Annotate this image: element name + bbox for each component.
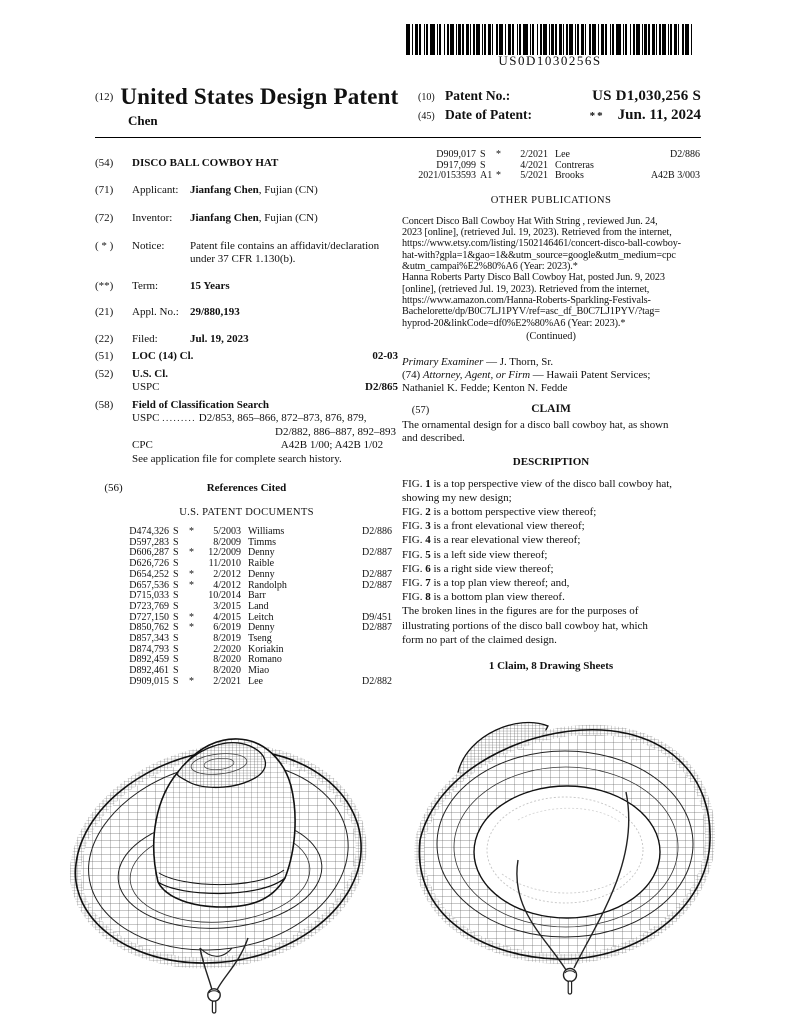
- ref-name: Lee: [555, 149, 570, 160]
- patent-number-row: [418, 87, 701, 106]
- fig-text: The broken lines in the figures are for the purposes of: [402, 605, 639, 618]
- field-us-cl: [95, 368, 398, 382]
- ref-kind: S: [173, 590, 179, 602]
- ref-name: Raible: [248, 558, 275, 570]
- invention-title: DISCO BALL COWBOY HAT: [132, 157, 279, 169]
- us-cl-label: U.S. Cl.: [132, 367, 169, 380]
- description-line: [402, 519, 700, 533]
- ref-class: D2/887: [362, 547, 392, 559]
- fig-text: is a right side view thereof;: [430, 562, 554, 575]
- ref-date: 4/2021: [520, 159, 548, 171]
- ref-star: *: [496, 149, 501, 160]
- field-classification-search: [95, 399, 398, 413]
- fig-number: 8: [425, 591, 431, 604]
- field-label: Appl. No.:: [132, 306, 179, 318]
- ref-kind: S: [173, 558, 179, 570]
- ref-class: D2/882: [362, 675, 392, 687]
- loc-label: LOC (14) Cl.: [132, 350, 194, 362]
- ref-number: D727,150: [129, 611, 169, 623]
- description-line: [402, 633, 700, 647]
- field-num: (**): [95, 279, 114, 292]
- applicant-rest: , Fujian (CN): [258, 183, 318, 196]
- ref-number: D892,461: [129, 665, 169, 677]
- ref-number: D597,283: [129, 536, 169, 548]
- ref-number: 2021/0153593: [418, 170, 476, 182]
- barcode-bars: [406, 24, 694, 55]
- publication-line: Hanna Roberts Party Disco Ball Cowboy Hat, posted Jun. 9, 2023: [402, 272, 665, 284]
- ref-date: 12/2009: [208, 547, 241, 559]
- claim-line1: The ornamental design for a disco ball cowboy hat, as shown: [402, 418, 669, 431]
- ref-name: Land: [248, 600, 269, 612]
- ref-class: D2/886: [670, 149, 700, 160]
- ref-kind: S: [173, 536, 179, 548]
- ref-date: 2/2021: [520, 149, 548, 160]
- patent-date-value: Jun. 11, 2024: [617, 107, 701, 123]
- other-publications-text: [402, 216, 700, 329]
- fig-number: 5: [425, 548, 431, 561]
- fig-text: is a rear elevational view thereof;: [430, 534, 581, 547]
- header-left: [95, 84, 399, 129]
- inventor-surname: Chen: [128, 113, 158, 128]
- field-num: (56): [104, 482, 123, 494]
- ref-star: *: [189, 568, 194, 580]
- field-appl-no: [95, 306, 398, 320]
- description-line: [402, 619, 700, 633]
- ref-name: Denny: [248, 568, 275, 580]
- publication-line: [online], (retrieved Jul. 19, 2023). Retrieved from the internet,: [402, 283, 650, 295]
- application-number: 29/880,193: [190, 306, 240, 318]
- ref-kind: S: [173, 526, 179, 537]
- fig-text: form no part of the claimed design.: [402, 633, 557, 646]
- reference-row: [402, 171, 700, 182]
- focs-uspc-line1: [132, 412, 398, 426]
- ref-kind: S: [173, 568, 179, 580]
- field-label: Term:: [132, 279, 159, 292]
- field-label: Notice:: [132, 239, 165, 252]
- claim-text: [402, 419, 700, 445]
- cpc-value: A42B 1/00; A42B 1/02: [280, 439, 384, 451]
- left-column: [95, 150, 398, 688]
- field-num: (54): [95, 157, 114, 169]
- notice-line1: Patent file contains an affidavit/declaration: [190, 239, 380, 252]
- claims-summary: 1 Claim, 8 Drawing Sheets: [488, 660, 614, 672]
- ref-name: Koriakin: [248, 643, 284, 655]
- attorney-names: Nathaniel K. Fedde; Kenton N. Fedde: [402, 381, 568, 394]
- focs-uspc-line2: [95, 426, 398, 440]
- inventor-rest: , Fujian (CN): [258, 212, 318, 224]
- attorney-num: (74): [402, 368, 421, 381]
- ref-number: D626,726: [129, 558, 169, 570]
- description-line: [402, 533, 700, 547]
- fig-text: is a top plan view thereof; and,: [430, 576, 570, 589]
- description-line: [402, 477, 700, 491]
- publication-line: hat-with?gpla=1&gao=1&&utm_source=google&utm_medium=cpc: [402, 249, 676, 261]
- header-rule: [95, 137, 701, 138]
- kind-code: (12): [95, 91, 114, 103]
- publication-line: hyprod-20&linkCode=df0%E2%80%A6 (Year: 2023).*: [402, 317, 626, 329]
- publication-line: 2023 [online], (retrieved Jul. 19, 2023). Retrieved from the internet,: [402, 226, 672, 238]
- document-title: United States Design Patent: [120, 84, 399, 109]
- fig-text: is a left side view thereof;: [430, 548, 548, 561]
- right-column: [402, 146, 700, 673]
- ref-date: 4/2012: [213, 579, 241, 591]
- field-num: (72): [95, 212, 114, 224]
- focs-uspc-label: USPC: [132, 412, 160, 424]
- field-num: (57): [411, 405, 430, 417]
- ref-number: D892,459: [129, 654, 169, 666]
- field-label: Inventor:: [132, 212, 173, 224]
- ref-date: 2/2021: [213, 675, 241, 687]
- ref-number: D657,536: [129, 579, 169, 591]
- ref-date: 2/2020: [213, 643, 241, 655]
- drawing-sheet: [56, 672, 740, 1020]
- fig-text: showing my new design;: [402, 491, 512, 504]
- ref-number: D909,015: [129, 675, 169, 687]
- field-applicant: [95, 184, 398, 198]
- field-num: (51): [95, 350, 114, 362]
- cpc-label: CPC: [132, 439, 153, 451]
- description-line: [402, 548, 700, 562]
- ref-number: D857,343: [129, 633, 169, 645]
- focs-uspc-values2: D2/882, 886–887, 892–893: [275, 425, 396, 438]
- references-table-right: [402, 150, 700, 182]
- claim-title: CLAIM: [531, 403, 571, 416]
- barcode: [402, 24, 698, 67]
- fig-text: is a front elevational view thereof;: [430, 520, 585, 533]
- uspc-value: D2/865: [365, 381, 398, 393]
- field-label: Applicant:: [132, 183, 179, 196]
- ref-name: Romano: [248, 654, 282, 666]
- field-num: (58): [95, 398, 114, 411]
- examiner-block: [402, 356, 700, 396]
- ref-date: 5/2003: [213, 526, 241, 537]
- fig-prefix: FIG.: [402, 477, 426, 490]
- primary-examiner-label: Primary Examiner: [402, 355, 484, 368]
- cpc-row: [132, 439, 398, 453]
- hat-bottom-perspective-figure: [406, 672, 740, 1016]
- hat-top-perspective-figure: [56, 672, 390, 1016]
- description-title: DESCRIPTION: [512, 456, 590, 469]
- description-line: [402, 505, 700, 519]
- claim-heading: [402, 404, 700, 416]
- fig-number: 2: [425, 505, 431, 518]
- applicant-name: Jianfang Chen: [190, 183, 259, 196]
- fig-prefix: FIG.: [402, 548, 426, 561]
- fig-prefix: FIG.: [402, 562, 426, 575]
- ref-kind: S: [480, 149, 486, 160]
- ref-date: 10/2014: [208, 590, 241, 602]
- ref-date: 5/2021: [520, 170, 548, 182]
- primary-examiner-name: — J. Thorn, Sr.: [483, 355, 554, 368]
- ref-name: Brooks: [555, 170, 584, 182]
- ref-date: 8/2009: [213, 536, 241, 548]
- ref-kind: A1: [480, 170, 493, 182]
- ref-star: *: [189, 611, 194, 623]
- dot-leader: .........: [162, 413, 197, 423]
- ref-class: D2/887: [362, 622, 392, 634]
- description-line: [402, 590, 700, 604]
- patent-number-code: (10): [418, 92, 435, 103]
- ref-name: Tseng: [248, 633, 272, 645]
- filed-date: Jul. 19, 2023: [190, 332, 249, 345]
- search-history-note: See application file for complete search history.: [132, 452, 342, 465]
- fig-number: 7: [425, 576, 431, 589]
- fig-text: is a bottom plan view thereof.: [430, 591, 565, 604]
- references-cited-title: References Cited: [206, 482, 287, 494]
- patent-number-value: US D1,030,256 S: [592, 88, 701, 104]
- fig-text: illustrating portions of the disco ball cowboy hat, which: [402, 619, 648, 632]
- ref-star: *: [189, 526, 194, 537]
- field-num: (22): [95, 332, 114, 345]
- field-inventor: [95, 212, 398, 226]
- ref-name: Denny: [248, 547, 275, 559]
- ref-date: 11/2010: [208, 558, 241, 570]
- ref-kind: S: [173, 622, 179, 634]
- patent-date-code: (45): [418, 111, 435, 122]
- ref-date: 6/2019: [213, 622, 241, 634]
- field-notice: [95, 240, 398, 267]
- publication-line: Concert Disco Ball Cowboy Hat With String , reviewed Jun. 24,: [402, 215, 658, 227]
- other-publications-title: OTHER PUBLICATIONS: [490, 195, 612, 207]
- patent-header: [95, 84, 701, 129]
- continued-note: (Continued): [526, 331, 576, 343]
- notice-line2: under 37 CFR 1.130(b).: [190, 253, 296, 265]
- description-text: [402, 477, 700, 647]
- patent-date-label: Date of Patent:: [445, 107, 532, 122]
- ref-class: A42B 3/003: [650, 170, 700, 182]
- fig-text: is a bottom perspective view thereof;: [430, 505, 597, 518]
- ref-date: 4/2015: [213, 611, 241, 623]
- ref-name: Leitch: [248, 611, 274, 623]
- ref-date: 8/2020: [213, 665, 241, 677]
- ref-star: *: [189, 547, 194, 559]
- patent-date-row: [418, 106, 701, 125]
- ref-kind: S: [173, 611, 179, 623]
- ref-class: D2/886: [362, 526, 392, 537]
- references-table-left: [95, 527, 398, 688]
- ref-name: Randolph: [248, 579, 287, 591]
- loc-value: 02-03: [372, 350, 398, 362]
- field-num: (52): [95, 367, 114, 380]
- ref-kind: S: [173, 633, 179, 645]
- ref-name: Timms: [248, 536, 276, 548]
- publication-line: &utm_campai%E2%80%A6 (Year: 2023).*: [402, 260, 578, 272]
- ref-number: D874,793: [129, 643, 169, 655]
- field-label: Filed:: [132, 332, 158, 345]
- fig-prefix: FIG.: [402, 520, 426, 533]
- us-patent-documents-title: U.S. PATENT DOCUMENTS: [179, 506, 314, 518]
- ref-date: 3/2015: [213, 600, 241, 612]
- ref-kind: S: [173, 547, 179, 559]
- ref-star: *: [496, 170, 501, 182]
- ref-kind: S: [173, 665, 179, 677]
- ref-name: Barr: [248, 590, 266, 602]
- ref-star: *: [189, 675, 194, 687]
- description-line: [402, 604, 700, 618]
- focs-uspc-values1: D2/853, 865–866, 872–873, 876, 879,: [198, 412, 367, 424]
- fig-number: 3: [425, 520, 431, 533]
- fig-number: 4: [425, 534, 431, 547]
- header-right: [418, 84, 701, 129]
- field-num: ( * ): [95, 239, 114, 252]
- fig-prefix: FIG.: [402, 576, 426, 589]
- field-num: (71): [95, 183, 114, 196]
- ref-number: D917,099: [436, 159, 476, 171]
- ref-kind: S: [173, 654, 179, 666]
- term-value: 15 Years: [190, 279, 230, 292]
- ref-name: Williams: [248, 526, 285, 537]
- ref-star: *: [189, 622, 194, 634]
- field-loc: [95, 350, 398, 364]
- ref-name: Contreras: [555, 159, 594, 171]
- ref-kind: S: [173, 675, 179, 687]
- ref-class: D2/887: [362, 568, 392, 580]
- ref-star: *: [189, 579, 194, 591]
- field-title: [95, 157, 398, 171]
- description-line: [402, 491, 700, 505]
- attorney-label: Attorney, Agent, or Firm: [422, 368, 531, 381]
- ref-number: D850,762: [129, 622, 169, 634]
- claim-line2: and described.: [402, 431, 465, 444]
- ref-name: Lee: [248, 675, 263, 687]
- ref-kind: S: [480, 159, 486, 171]
- barcode-text: US0D1030256S: [498, 53, 602, 68]
- fig-prefix: FIG.: [402, 505, 426, 518]
- ref-number: D723,769: [129, 600, 169, 612]
- patent-number-label: Patent No.:: [445, 88, 511, 103]
- references-cited-heading: [95, 482, 398, 496]
- description-line: [402, 576, 700, 590]
- fig-prefix: FIG.: [402, 534, 426, 547]
- ref-number: D606,287: [129, 547, 169, 559]
- field-num: (21): [95, 306, 114, 318]
- ref-date: 2/2012: [213, 568, 241, 580]
- focs-label: Field of Classification Search: [132, 398, 269, 411]
- ref-kind: S: [173, 600, 179, 612]
- attorney-firm: — Hawaii Patent Services;: [530, 368, 651, 381]
- uspc-row: [132, 381, 398, 395]
- inventor-name: Jianfang Chen: [190, 212, 259, 224]
- ref-date: 8/2020: [213, 654, 241, 666]
- fig-text: is a top perspective view of the disco ball cowboy hat,: [430, 477, 673, 490]
- fig-number: 6: [425, 562, 431, 575]
- ref-name: Denny: [248, 622, 275, 634]
- ref-number: D654,252: [129, 568, 169, 580]
- ref-class: D9/451: [362, 611, 392, 623]
- fig-number: 1: [425, 477, 431, 490]
- ref-number: D474,326: [129, 526, 169, 537]
- ref-number: D909,017: [436, 149, 476, 160]
- ref-name: Miao: [248, 665, 270, 677]
- reference-row: [107, 570, 392, 581]
- term-stars: **: [589, 110, 605, 122]
- description-line: [402, 562, 700, 576]
- field-term: [95, 280, 398, 294]
- field-filed: [95, 333, 398, 347]
- publication-line: https://www.amazon.com/Hanna-Roberts-Sparkling-Festivals-: [402, 295, 651, 307]
- ref-date: 8/2019: [213, 633, 241, 645]
- ref-number: D715,033: [129, 590, 169, 602]
- publication-line: https://www.etsy.com/listing/1502146461/concert-disco-ball-cowboy-: [402, 238, 681, 250]
- uspc-label: USPC: [132, 381, 160, 393]
- fig-prefix: FIG.: [402, 591, 426, 604]
- ref-class: D2/887: [362, 579, 392, 591]
- ref-kind: S: [173, 643, 179, 655]
- ref-kind: S: [173, 579, 179, 591]
- publication-line: Bachelorette/dp/B0C7LJ1PYV/ref=asc_df_B0C7LJ1PYV/?tag=: [402, 306, 660, 318]
